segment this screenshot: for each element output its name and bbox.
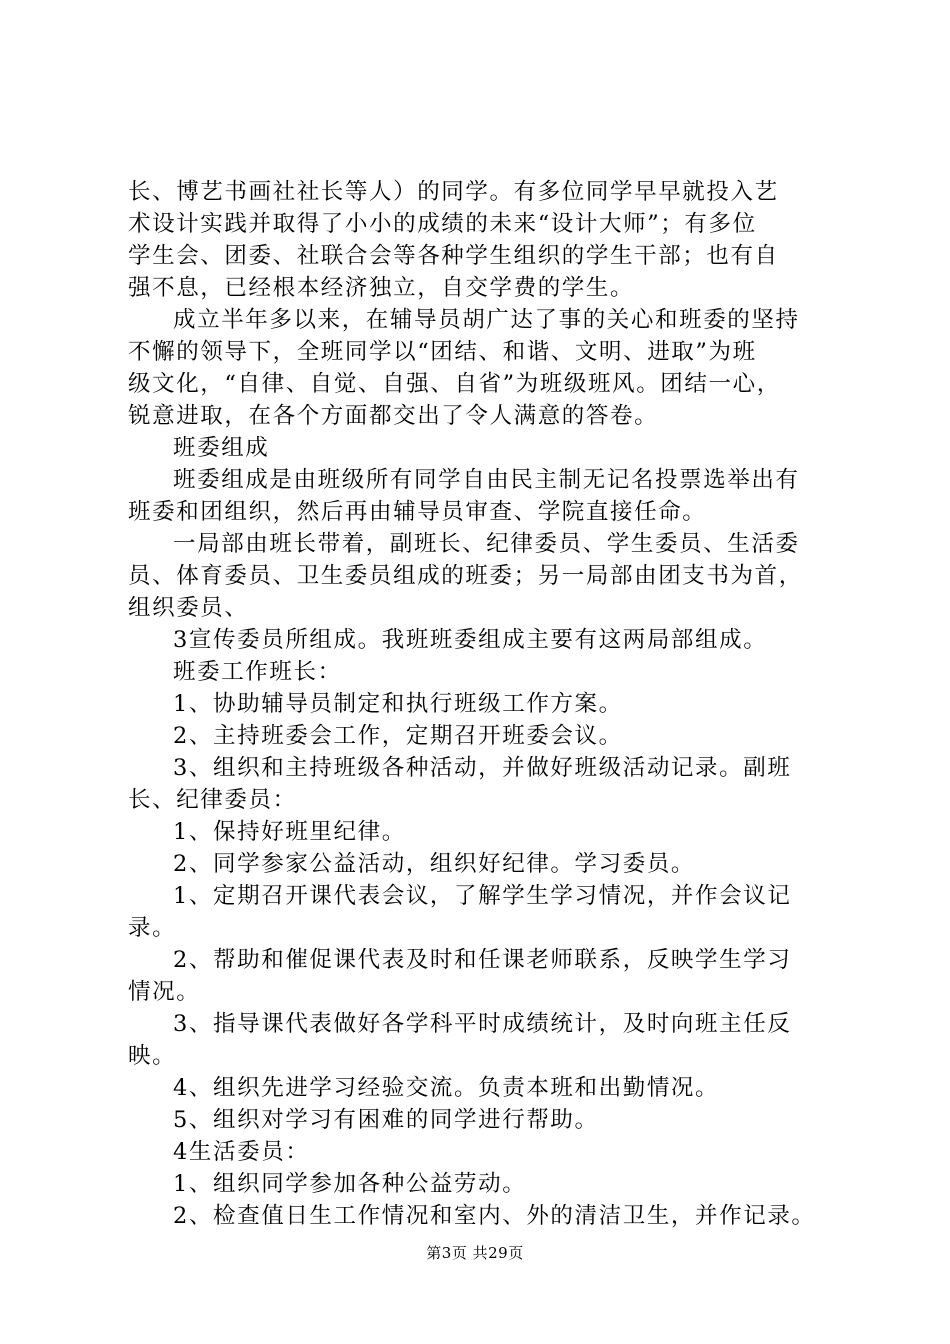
text-line: 2、主持班委会工作，定期召开班委会议。 <box>173 723 623 749</box>
text-line: 组织委员、 <box>128 595 249 621</box>
text-line: 长、博艺书画社社长等人）的同学。有多位同学早早就投入艺 <box>128 179 779 205</box>
text-line: 4、组织先进学习经验交流。负责本班和出勤情况。 <box>173 1075 720 1101</box>
page-footer: 第3页 共29页 <box>426 1244 524 1262</box>
text-line: 录。 <box>128 915 177 941</box>
text-line: 2、帮助和催促课代表及时和任课老师联系，反映学生学习 <box>173 947 792 973</box>
text-line: 5、组织对学习有困难的同学进行帮助。 <box>173 1107 599 1133</box>
text-line: 班委工作班长： <box>173 659 342 685</box>
text-line: 级文化，“自律、自觉、自强、自省”为班级班风。团结一心， <box>128 371 781 397</box>
document-body <box>128 176 840 1232</box>
text-line: 映。 <box>128 1043 177 1069</box>
text-line: 术设计实践并取得了小小的成绩的未来“设计大师”；有多位 <box>128 211 757 237</box>
text-line: 长、纪律委员： <box>128 787 297 813</box>
text-line: 成立半年多以来，在辅导员胡广达了事的关心和班委的坚持 <box>173 307 800 333</box>
text-line: 2、检查值日生工作情况和室内、外的清洁卫生，并作记录。 <box>173 1203 816 1229</box>
text-line: 班委组成是由班级所有同学自由民主制无记名投票选举出有 <box>173 467 800 493</box>
text-line: 一局部由班长带着，副班长、纪律委员、学生委员、生活委 <box>173 531 800 557</box>
text-line: 班委和团组织，然后再由辅导员审查、学院直接任命。 <box>128 499 707 525</box>
text-line: 1、定期召开课代表会议，了解学生学习情况，并作会议记 <box>173 883 792 909</box>
text-line: 3宣传委员所组成。我班班委组成主要有这两局部组成。 <box>173 627 768 653</box>
text-line: 1、组织同学参加各种公益劳动。 <box>173 1171 527 1197</box>
text-line: 员、体育委员、卫生委员组成的班委；另一局部由团支书为首， <box>128 563 803 589</box>
text-line: 锐意进取，在各个方面都交出了令人满意的答卷。 <box>128 403 659 429</box>
text-line: 3、组织和主持班级各种活动，并做好班级活动记录。副班 <box>173 755 792 781</box>
text-line: 1、保持好班里纪律。 <box>173 819 406 845</box>
text-line: 强不息，已经根本经济独立，自交学费的学生。 <box>128 275 635 301</box>
text-line: 班委组成 <box>173 435 270 461</box>
text-line: 4生活委员： <box>173 1139 310 1165</box>
text-line: 不懈的领导下，全班同学以“团结、和谐、文明、进取”为班 <box>128 339 757 365</box>
text-line: 情况。 <box>128 979 201 1005</box>
text-line: 2、同学参家公益活动，组织好纪律。学习委员。 <box>173 851 696 877</box>
text-line: 3、指导课代表做好各学科平时成绩统计，及时向班主任反 <box>173 1011 792 1037</box>
text-line: 1、协助辅导员制定和执行班级工作方案。 <box>173 691 623 717</box>
text-line: 学生会、团委、社联合会等各种学生组织的学生干部；也有自 <box>128 243 779 269</box>
